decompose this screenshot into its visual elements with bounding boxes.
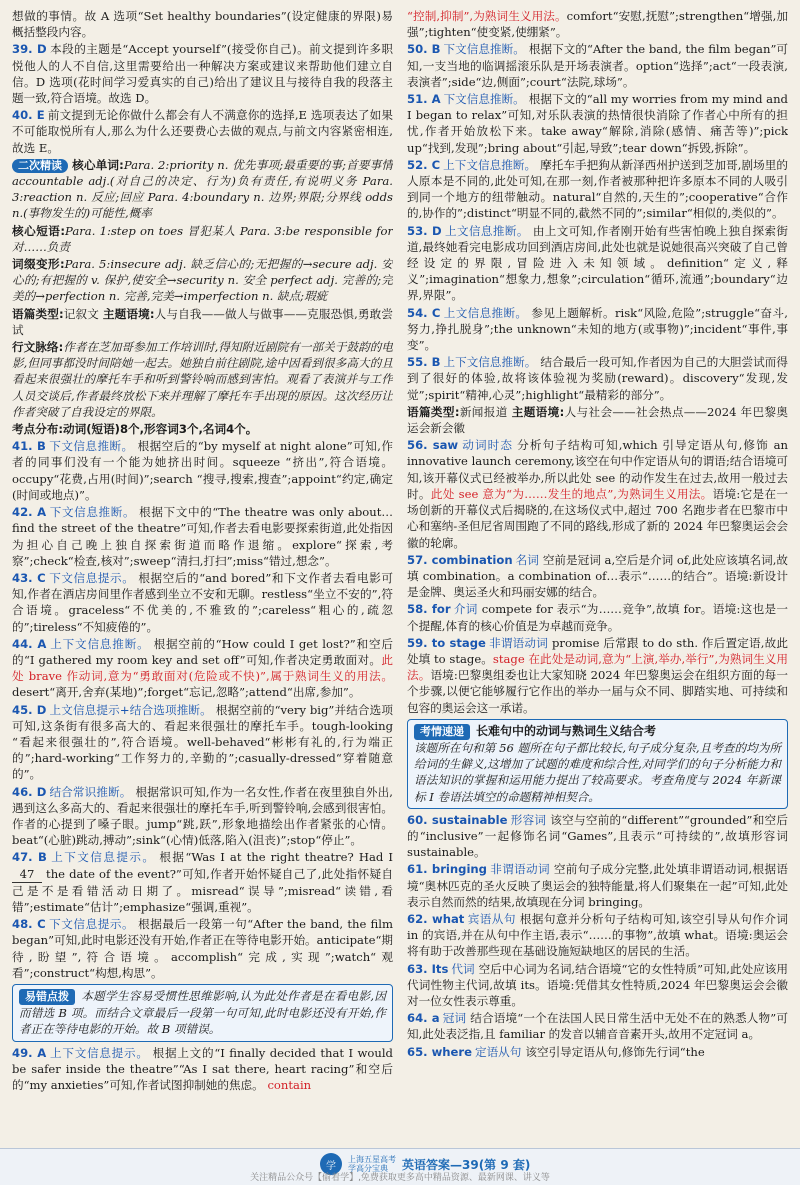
exam-info-text: 该题所在句和第 56 题所在句子都比较长,句子成分复杂,且考查的均为所给词的生僻义,这增加了试题的难度和综合性,对同学们的句子分析能力和语法知识的掌握和运用能力提出了较高要求。考查角度与 2024 年新课标 I 卷语法填空的命题精神相契合。 <box>414 740 781 804</box>
answer-50: 50. B 下文信息推断。 根据下文的“After the band, the film began”可知,一支当地的临调摇滚乐队是开场表演者。option“选择”;act“一段表演,表演者”;side“边,侧面”;court“法院,球场”。 <box>407 42 788 89</box>
trap-tip-label: 易错点拨 <box>19 989 75 1005</box>
answer-49: 49. A 上下文信息提示。 根据上文的“I finally decided that I would be safer inside the theatre”“As I sat there, heart racing”和空后的“my anxieties”可知,作者试图抑制她的焦虑。 contain <box>12 1045 393 1092</box>
page-number: 英语答案—39(第 9 套) <box>402 1157 531 1172</box>
answer-46: 46. D 结合常识推断。 根据常识可知,作为一名女性,作者在夜里独自外出,遇到这么多高大的、看起来很强壮的摩托车手,听到警铃响,会感到很害怕。作者的心提到了嗓子眼。jump“跳,跃”,形象地描绘出作者紧张的心情。beat“(心脏)跳动,搏动”;sink“(心情)低落,陷入(沮丧)”;stop“停止”。 <box>12 784 393 848</box>
answer-39: 39. D 本段的主题是“Accept yourself”(接受你自己)。前文提到许多职悦他人的人不自信,这里需要给出一种解决方案或建议来帮助他们建立自信。D 选项(花时间学习爱真实的自己)给出了建议且与接待自我的段落主题一致,符合语境。故选 D。 <box>12 42 393 106</box>
genre-theme: 语篇类型:记叙文 主题语境:人与自我——做人与做事——克服恐惧,勇敢尝试 <box>12 306 393 337</box>
exam-info-title: 长难句中的动词与熟词生义结合考 <box>476 723 657 738</box>
answer-52: 52. C 上下文信息推断。 摩托车手把狗从新泽西州护送到芝加哥,剧场里的人原本是不同的,此处可知,在那一刻,作者被那种把许多原本不同的人吸引到同一个地方的纽带触动。natural“自然的,天生的”;cooperative“合作的,协作的”;distinct“明显不同的,截然不同的”;similar“相似的,类似的”。 <box>407 157 788 221</box>
answer-41: 41. B 下文信息推断。 根据空后的“by myself at night alone”可知,作者的同事们没有一个能为她挤出时间。squeeze “挤出”,符合语境。occupy“花费,占用(时间)”;search “搜寻,搜索,搜查”;appoint“约定,确定(时间或地点)”。 <box>12 439 393 502</box>
exam-info-label: 考情速递 <box>414 724 470 740</box>
footer-note: 关注精品公众号【偷着学】,免费获取更多高中精品资源、最新网课、讲义等 <box>250 1173 550 1183</box>
trap-tip-box: 易错点拨 本题学生容易受惯性思维影响,认为此处作者是在看电影,因而错选 B 项。而结合文章最后一段第一句可知,此时电影还没有开始,作者正在等待电影的开始。故 B 项错误。 <box>12 984 393 1042</box>
answer-47: 47. B 上下文信息提示。 根据“Was I at the right theatre? Had I 47 the date of the event?”可知,作者开始怀疑自己了,此处指怀疑自己是不是看错活动日期了。misread“误导”;misread“读错,看错”;estimate“估计”;emphasize“强调,重视”。 <box>12 850 393 914</box>
answer-45: 45. D 上文信息提示+结合选项推断。 根据空前的“very big”并结合选项可知,这条街有很多高大的、看起来很强壮的摩托车手。tough-looking “看起来很强壮的”,符合语境。well-behaved“彬彬有礼的,行为端正的”;hard-working“工作努力的,辛勤的”;casually-dressed“穿着随意的”。 <box>12 702 393 782</box>
page-footer <box>0 1148 800 1185</box>
answer-54: 54. C 上文信息推断。 参见上题解析。risk“风险,危险”;struggle“奋斗,努力,挣扎脱身”;the unknown“未知的地方(或事物)”;incident“事件,事变”。 <box>407 305 788 353</box>
exam-info-box <box>407 719 788 809</box>
points-distribution: 考点分布:动词(短语)8个,形容词3个,名词4个。 <box>12 422 258 437</box>
answer-58: 58. for 介词 compete for 表示“为……竞争”,故填 for。语境:这也是一个提醒,体育的核心价值是为卓越而竞争。 <box>407 602 788 633</box>
genre-theme-2: 语篇类型:新闻报道 主题语境:人与社会——社会热点——2024 年巴黎奥运会新会徽 <box>407 404 788 436</box>
text-flow: 行文脉络:作者在芝加哥参加工作培训时,得知附近剧院有一部关于鼓韵的电影,但同事都没时间陪她一起去。她独自前往剧院,途中因看到很多高大的且看起来很强壮的摩托车手和听到警铃响而感到害怕。观看了表演并与工作人员交谈后,作者最终放松下来并理解了摩托车手出现的原因。这次经历让作者突破了自我设定的界限。 <box>12 340 393 419</box>
section-label-reread: 二次精读 <box>12 159 68 173</box>
answer-62: 62. what 宾语从句 根据句意并分析句子结构可知,该空引导从句作介词 in 的宾语,并在从句中作主语,表示“……的事物”,故填 what。语境:奥运会将有助于改善那些现在基础设施短缺地区的居民的生活。 <box>407 911 788 959</box>
answer-65: 65. where 定语从句 该空引导定语从句,修饰先行词“the <box>407 1044 705 1059</box>
answer-51: 51. A 下文信息推断。 根据下文的“all my worries from my mind and I began to relax”可知,对乐队表演的热情很快消除了作者心中所有的担忧,作者开始放松下来。take away“解除,消除(感情、痛苦等)”;pick up“找到,发现”;bring about“引起,导致”;tear down“拆毁,拆除”。 <box>407 92 788 155</box>
brand-logo-icon: 学 <box>320 1153 342 1175</box>
answer-48: 48. C 下文信息提示。 根据最后一段第一句“After the band, the film began”可知,此时电影还没有开始,作者正在等待电影开始。anticipate“期待,盼望”,符合语境。accomplish“完成,实现”;watch“观看”;construct“构想,构思”。 <box>12 917 393 980</box>
answer-40: 40. E 前文提到无论你做什么都会有人不满意你的选择,E 选项表达了如果不可能取悦所有人,那么为什么还要费心去做的观点,与前文内容紧密相连,故选 E。 <box>12 108 393 155</box>
answer-42: 42. A 下文信息推断。 根据下文中的“The theatre was only about…find the street of the theatre”可知,作者去看电影要探索街道,此处指因为担心自己晚上独自探索街道而略作退缩。explore“探索,考察”;check“检查,核对”;sweep“清扫,打扫”;miss“错过,想念”。 <box>12 505 393 568</box>
answer-61: 61. bringing 非谓语动词 空前句子成分完整,此处填非谓语动词,根据语境“奥林匹克的圣火反映了奥运会的独特能量,将人们聚集在一起”可知,此处表示自然而然的结果,故填现在分词 bringing。 <box>407 862 788 909</box>
para-intro: 想做的事情。故 A 选项“Set healthy boundaries”(设定健康的界限)易概括整段内容。 <box>12 9 393 40</box>
answer-57: 57. combination 名词 空前是冠词 a,空后是介词 of,此处应该填名词,故填 combination。a combination of…表示“……的结合”。语境:新设计是金牌、奥运圣火和玛丽安娜的结合。 <box>407 552 788 600</box>
answer-53: 53. D 上文信息推断。 由上文可知,作者刚开始有些害怕晚上独自探索街道,最终她看完电影成功回到酒店房间,此处也就是说她很高兴突破了自己曾经设定的界限,冒险进入未知领域。definition“定义,释义”;imagination“想象力,想象”;circulation“循环,流通”;boundary“边界,界限”。 <box>407 223 788 303</box>
answer-59: 59. to stage 非谓语动词 promise 后常跟 to do sth. 作后置定语,故此处填 to stage。stage 在此处是动词,意为“上演,举办,举行”,为熟词生义用法。语境:巴黎奥组委也让大家知晓 2024 年巴黎奥运会在组织方面的每一个步骤,以便它能够履行它作出的举办一届与众不同、脚踏实地、可持续和包容的奥运会这一承诺。 <box>407 635 788 715</box>
answer-56: 56. saw 动词时态 分析句子结构可知,which 引导定语从句,修饰 an innovative launch ceremony,该空在句中作定语从句的谓语;结合语境可知,该开幕仪式已经被举办,所以此处 see 的动作发生在过去,故用一般过去时。此处 see 意为“为……发生的地点”,为熟词生义用法。语境:它是在一场创新的开幕仪式后揭晓的,在这场仪式中,超过 700 名跑步者在巴黎市中心和塞纳-圣但尼省周围跑了不同的路线,形成了新的 2024 年巴黎奥运会会徽的轮廓。 <box>407 438 788 550</box>
brand-name: 上海五星高考 学高分宝典 <box>348 1155 396 1173</box>
answer-43: 43. C 下文信息提示。 根据空后的“and bored”和下文作者去看电影可知,作者在酒店房间里作者感到坐立不安和无聊。restless“坐立不安的”,符合语境。graceless“不优美的,不雅致的”;careless“粗心的,疏忽的”;tireless“不知疲倦的”。 <box>12 570 393 634</box>
derivation-section: 词缀变形:Para. 5:insecure adj. 缺乏信心的;无把握的→secure adj. 安心的;有把握的 v. 保护,使安全→security n. 安全 perfect adj. 完善的;完美的→perfection n. 完善,完美→imperfection n. 缺点;瑕疵 <box>12 257 393 304</box>
vocab-section: 二次精读 核心单词:Para. 2:priority n. 优先事项;最重要的事;首要事情 accountable adj.(对自己的决定、行为)负有责任,有说明义务 Para. 3:reaction n. 反应;回应 Para. 4:boundary n. 边界;界限;分界线 odds n.(事物发生的)可能性,概率 <box>12 157 393 221</box>
answer-63: 63. Its 代词 空后中心词为名词,结合语境“它的女性特质”可知,此处应该用代词性物主代词,故填 its。语境:凭借其女性特质,2024 年巴黎奥运会会徽对一位女性表示尊重。 <box>407 961 788 1008</box>
answer-55: 55. B 上下文信息推断。 结合最后一段可知,作者因为自己的大胆尝试而得到了很好的体验,故将该体验视为奖励(reward)。discovery“发现,发觉”;spirit“精神,心灵”;highlight“最精彩的部分”。 <box>407 355 788 402</box>
right-column <box>407 8 788 1156</box>
answer-60: 60. sustainable 形容词 该空与空前的“different”“grounded”和空后的“inclusive”一起修饰名词“Games”,且表示“可持续的”,故填形容词 sustainable。 <box>407 812 788 860</box>
para-continued: “控制,抑制”,为熟词生义用法。comfort“安慰,抚慰”;strengthen“增强,加强”;tighten“使变紧,使绷紧”。 <box>407 9 788 40</box>
left-column <box>12 8 393 1156</box>
answer-44: 44. A 上下文信息推断。 根据空前的“How could I get lost?”和空后的“I gathered my room key and set off”可知,作者决定勇敢面对。此处 brave 作动词,意为“勇敢面对(危险或不快)”,属于熟词生义的用法。desert“离开,舍弃(某地)”;forget“忘记,忽略”;attend“出席,参加”。 <box>12 636 393 700</box>
phrase-section: 核心短语:Para. 1:step on toes 冒犯某人 Para. 3:be responsible for 对……负责 <box>12 223 393 254</box>
answer-64: 64. a 冠词 结合语境“一个在法国人民日常生活中无处不在的熟悉人物”可知,此处表泛指,且 familiar 的发音以辅音音素开头,故用不定冠词 a。 <box>407 1011 788 1042</box>
